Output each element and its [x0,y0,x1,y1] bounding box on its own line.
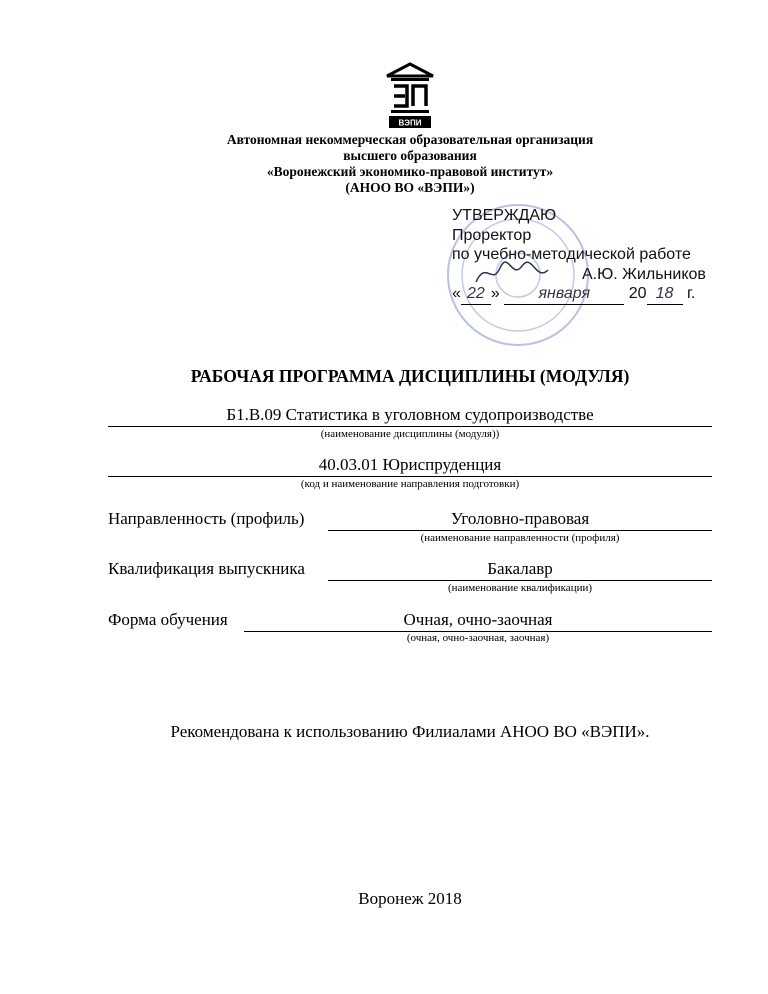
study-form-hint: (очная, очно-заочная, заочная) [406,632,550,644]
logo-text: ВЭПИ [398,118,422,128]
date-year-prefix: 20 [628,285,647,302]
approval-title: УТВЕРЖДАЮ [452,207,557,224]
qualification-hint: (наименование квалификации) [447,582,593,594]
qualification-label: Квалификация выпускника [108,559,305,578]
discipline-hint: (наименование дисциплины (модуля)) [320,428,500,440]
org-line-2: высшего образования [343,148,477,163]
date-month: января [504,284,624,305]
date-year: 18 [647,284,683,305]
institute-logo [385,62,435,130]
profile-hint: (наименование направленности (профиля) [420,532,620,544]
date-open-quote: « [452,285,461,302]
study-form-label: Форма обучения [108,610,228,629]
org-line-1: Автономная некоммерческая образовательная организация [226,132,594,147]
date-suffix: г. [686,285,696,302]
approval-position-detail: по учебно-методической работе [452,246,691,263]
approval-position: Проректор [452,226,532,244]
discipline-name: Б1.В.09 Статистика в уголовном судопроизводстве [108,404,712,427]
org-line-4: (АНОО ВО «ВЭПИ») [345,180,475,195]
study-form-value: Очная, очно-заочная [244,609,712,632]
city-year: Воронеж 2018 [358,889,462,908]
signature [472,252,552,292]
direction-hint: (код и наименование направления подготовки) [300,478,520,490]
approval-signer: А.Ю. Жильников [582,265,706,283]
profile-label: Направленность (профиль) [108,509,305,528]
date-day: 22 [461,284,491,305]
direction-name: 40.03.01 Юриспруденция [108,454,712,477]
profile-value: Уголовно-правовая [328,508,712,531]
qualification-value: Бакалавр [328,558,712,581]
date-close-quote: » [490,285,500,302]
document-title: РАБОЧАЯ ПРОГРАММА ДИСЦИПЛИНЫ (МОДУЛЯ) [190,366,630,386]
org-line-3: «Воронежский экономико-правовой институт» [266,164,554,179]
recommendation-text: Рекомендована к использованию Филиалами АНОО ВО «ВЭПИ». [170,722,650,741]
